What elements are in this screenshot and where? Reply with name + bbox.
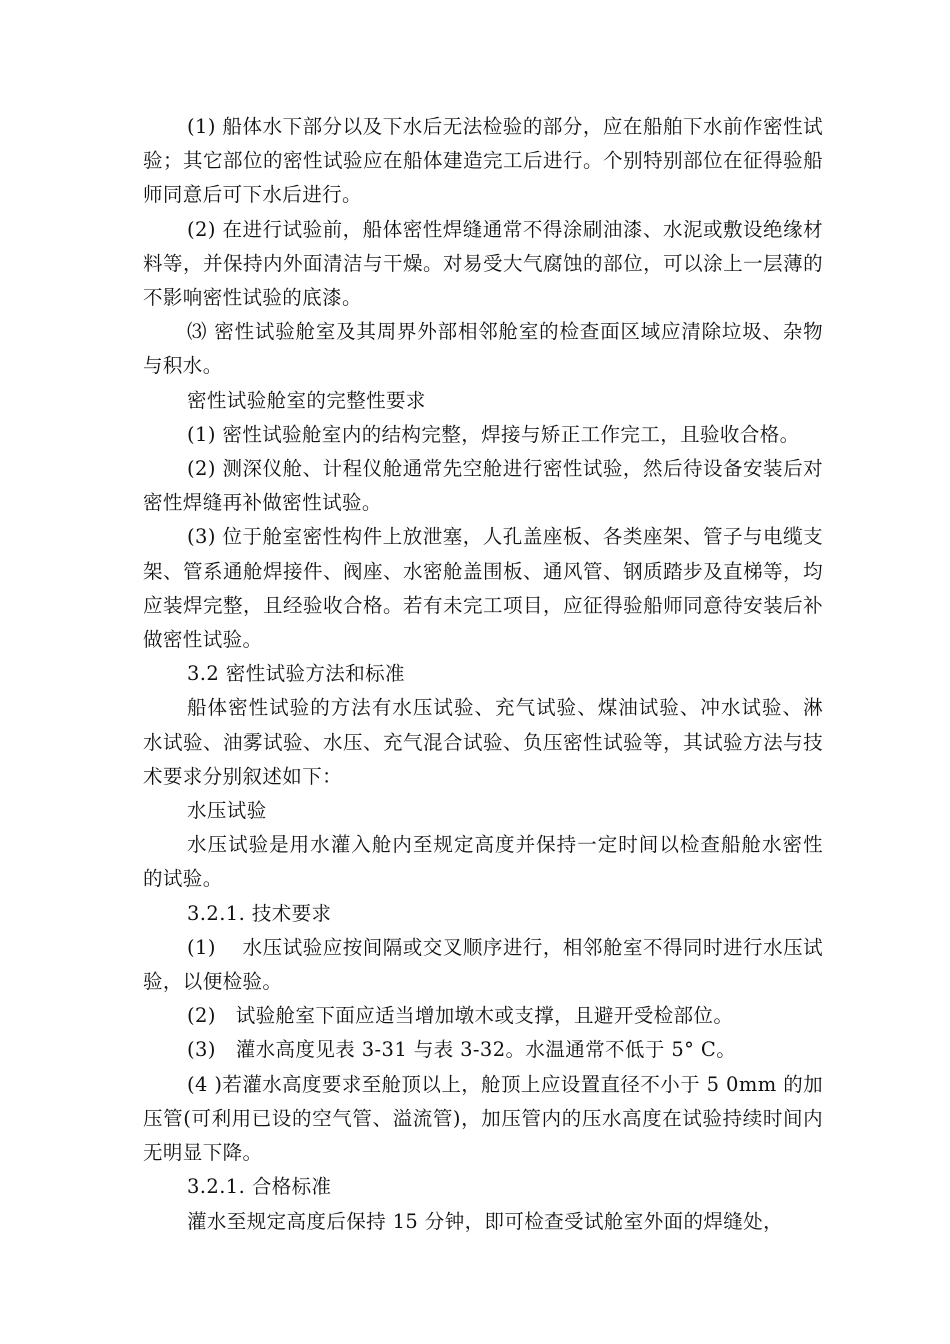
paragraph-18: 灌水至规定高度后保持 15 分钟，即可检查受试舱室外面的焊缝处， [187, 1209, 784, 1233]
section-heading-3-2: 3.2 密性试验方法和标准 [187, 662, 405, 686]
paragraph-2: (2) 在进行试验前，船体密性焊缝通常不得涂刷油漆、水泥或敷设绝缘材料等，并保持内外面清洁与干燥。对易受大气腐蚀的部位，可以涂上一层薄的不影响密性试验的底漆。 [143, 217, 823, 310]
paragraph-16: (4 )若灌水高度要求至舱顶以上，舱顶上应设置直径不小于 5 0mm 的加压管(可利用已设的空气管、溢流管)，加压管内的压水高度在试验持续时间内无明显下降。 [143, 1072, 824, 1165]
paragraph-14: (2) 试验舱室下面应适当增加墩木或支撑，且避开受检部位。 [187, 1004, 734, 1028]
paragraph-15: (3) 灌水高度见表 3-31 与表 3-32。水温通常不低于 5° C。 [187, 1038, 737, 1062]
document-body [143, 110, 823, 1239]
paragraph-11: 水压试验是用水灌入舱内至规定高度并保持一定时间以检查船舱水密性的试验。 [143, 833, 823, 891]
paragraph-1: (1) 船体水下部分以及下水后无法检验的部分，应在船舶下水前作密性试验；其它部位的密性试验应在船体建造完工后进行。个别特别部位在征得验船师同意后可下水后进行。 [143, 115, 823, 207]
paragraph-3: ⑶ 密性试验舱室及其周界外部相邻舱室的检查面区域应清除垃圾、杂物与积水。 [143, 320, 823, 378]
section-heading-acceptance-standard: 3.2.1. 合格标准 [187, 1175, 332, 1199]
paragraph-5: (1) 密性试验舱室内的结构完整，焊接与矫正工作完工，且验收合格。 [187, 422, 800, 446]
paragraph-7: (3) 位于舱室密性构件上放泄塞，人孔盖座板、各类座架、管子与电缆支架、管系通舱焊接件、阀座、水密舱盖围板、通风管、钢质踏步及直梯等，均应装焊完整，且经验收合格。若有未完工项目，应征得验船师同意待安装后补做密性试验。 [143, 525, 823, 652]
section-heading-integrity: 密性试验舱室的完整性要求 [187, 388, 426, 412]
paragraph-6: (2) 测深仪舱、计程仪舱通常先空舱进行密性试验，然后待设备安装后对密性焊缝再补做密性试验。 [143, 457, 823, 515]
section-heading-water-test: 水压试验 [187, 799, 267, 823]
paragraph-9: 船体密性试验的方法有水压试验、充气试验、煤油试验、冲水试验、淋水试验、油雾试验、水压、充气混合试验、负压密性试验等，其试验方法与技术要求分别叙述如下： [143, 696, 823, 788]
section-heading-technical-requirements: 3.2.1. 技术要求 [187, 901, 332, 925]
paragraph-13: (1) 水压试验应按间隔或交叉顺序进行，相邻舱室不得同时进行水压试验，以便检验。 [143, 935, 823, 994]
